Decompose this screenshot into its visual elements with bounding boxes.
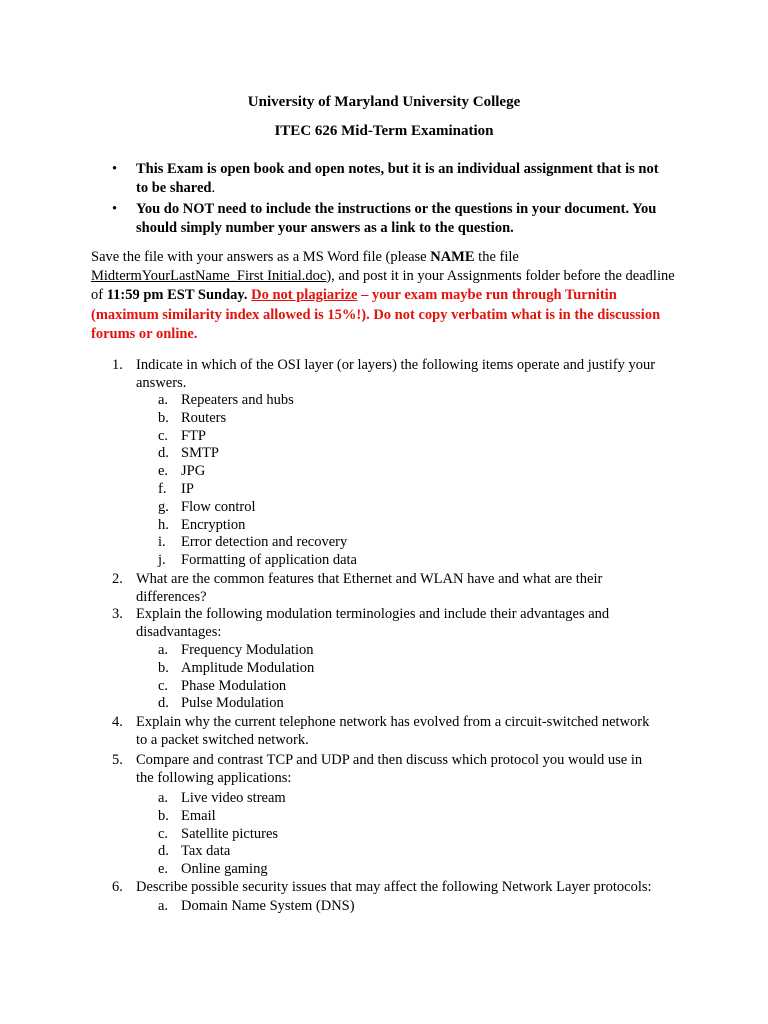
sub-item-letter: c. [158, 825, 169, 842]
sub-item-letter: a. [158, 642, 169, 658]
exam-title: ITEC 626 Mid-Term Examination [274, 123, 494, 139]
question-text: to a packet switched network. [136, 732, 309, 748]
sub-item-letter: a. [158, 790, 169, 806]
sub-item-text: Error detection and recovery [181, 534, 348, 551]
question-text: What are the common features that Ethernet and WLAN have and what are their [136, 571, 603, 587]
question-number: 2. [112, 571, 123, 587]
question-text: disadvantages: [136, 624, 222, 640]
sub-item-text: Frequency Modulation [181, 642, 314, 658]
sub-item-text: Domain Name System (DNS) [181, 898, 355, 914]
question-number: 4. [112, 714, 123, 730]
question-text: Explain the following modulation terminologies and include their advantages and [136, 606, 610, 622]
sub-item-letter: d. [158, 843, 169, 860]
bullet-text: You do NOT need to include the instructions or the questions in your document. You should simply number your answers as a link to the question. [136, 201, 657, 236]
sub-item-text: IP [181, 481, 194, 497]
sub-item-text: Satellite pictures [181, 825, 279, 842]
deadline: 11:59 pm EST Sunday. [106, 287, 248, 304]
bullet-item [110, 160, 670, 198]
intro-name-emphasis: NAME [430, 249, 475, 265]
intro-paragraph [91, 248, 681, 344]
sub-item-letter: c. [158, 677, 169, 694]
question-text: answers. [136, 375, 187, 391]
sub-item-letter: i. [158, 534, 166, 551]
sub-item-text: SMTP [181, 445, 219, 462]
sub-item-text: Email [181, 807, 216, 824]
question-6 [112, 878, 692, 896]
sub-item-letter: g. [158, 498, 169, 515]
intro-text: ), and post it in your Assignments folder before the deadline of [91, 268, 675, 304]
sub-item-letter: c. [158, 427, 169, 444]
question-5 [112, 751, 692, 787]
sub-item-text: Flow control [181, 498, 256, 515]
question-text: Compare and contrast TCP and UDP and then discuss which protocol you would use in [136, 752, 643, 768]
intro-text: the file [474, 249, 519, 265]
plagiarism-warning: Do not plagiarize [251, 287, 358, 304]
sub-item-text: Phase Modulation [181, 677, 287, 694]
sub-item-text: Pulse Modulation [181, 695, 284, 712]
question-2 [112, 570, 692, 606]
question-3 [112, 605, 692, 641]
question-number: 1. [112, 357, 123, 373]
question-text: Indicate in which of the OSI layer (or layers) the following items operate and justify your [136, 357, 656, 373]
bullet-text: This Exam is open book and open notes, but it is an individual assignment that is not to be shared [136, 161, 659, 196]
sub-item-letter: j. [158, 552, 166, 569]
sub-item-letter: f. [158, 481, 167, 497]
sub-item-letter: b. [158, 409, 169, 426]
sub-item-letter: e. [158, 861, 169, 878]
file-name: MidtermYourLastName_First Initial.doc [91, 268, 327, 285]
sub-item-text: FTP [181, 427, 206, 444]
sub-item-text: Online gaming [181, 861, 268, 878]
sub-item-text: Formatting of application data [181, 552, 357, 569]
sub-item-text: Tax data [181, 843, 231, 860]
instruction-bullets [110, 160, 670, 240]
turnitin-warning: – your exam maybe run through Turnitin (maximum similarity index allowed is 15%!). Do not copy verbatim what is in the discussion forums or online. [91, 287, 661, 342]
question-text: Describe possible security issues that may affect the following Network Layer protocols: [136, 879, 652, 895]
intro-text: Save the file with your answers as a MS Word file (please [91, 249, 431, 265]
sub-item-letter: d. [158, 695, 169, 712]
sub-item-text: JPG [181, 463, 206, 480]
sub-item-text: Amplitude Modulation [181, 659, 315, 676]
sub-item-letter: b. [158, 659, 169, 676]
bullet-dot-icon: • [112, 161, 118, 177]
question-text: the following applications: [136, 770, 292, 786]
sub-item-text: Encryption [181, 516, 246, 533]
university-title: University of Maryland University College [247, 94, 521, 110]
sub-item-text: Routers [181, 409, 227, 426]
sub-item-letter: e. [158, 463, 169, 480]
question-1 [112, 356, 692, 392]
bullet-dot-icon: • [112, 201, 118, 217]
bullet-item [110, 200, 670, 238]
sub-item-text: Live video stream [181, 790, 286, 806]
sub-item-text: Repeaters and hubs [181, 392, 294, 408]
question-number: 5. [112, 752, 123, 768]
sub-item-letter: a. [158, 392, 169, 408]
question-number: 3. [112, 606, 123, 622]
question-text: Explain why the current telephone network has evolved from a circuit-switched network [136, 714, 650, 730]
sub-item-letter: a. [158, 898, 169, 914]
sub-item-letter: b. [158, 807, 169, 824]
sub-item-letter: h. [158, 516, 169, 533]
question-4 [112, 713, 692, 749]
question-number: 6. [112, 879, 123, 895]
bullet-tail: . [211, 180, 216, 196]
question-text: differences? [136, 589, 207, 605]
sub-item-letter: d. [158, 445, 169, 462]
